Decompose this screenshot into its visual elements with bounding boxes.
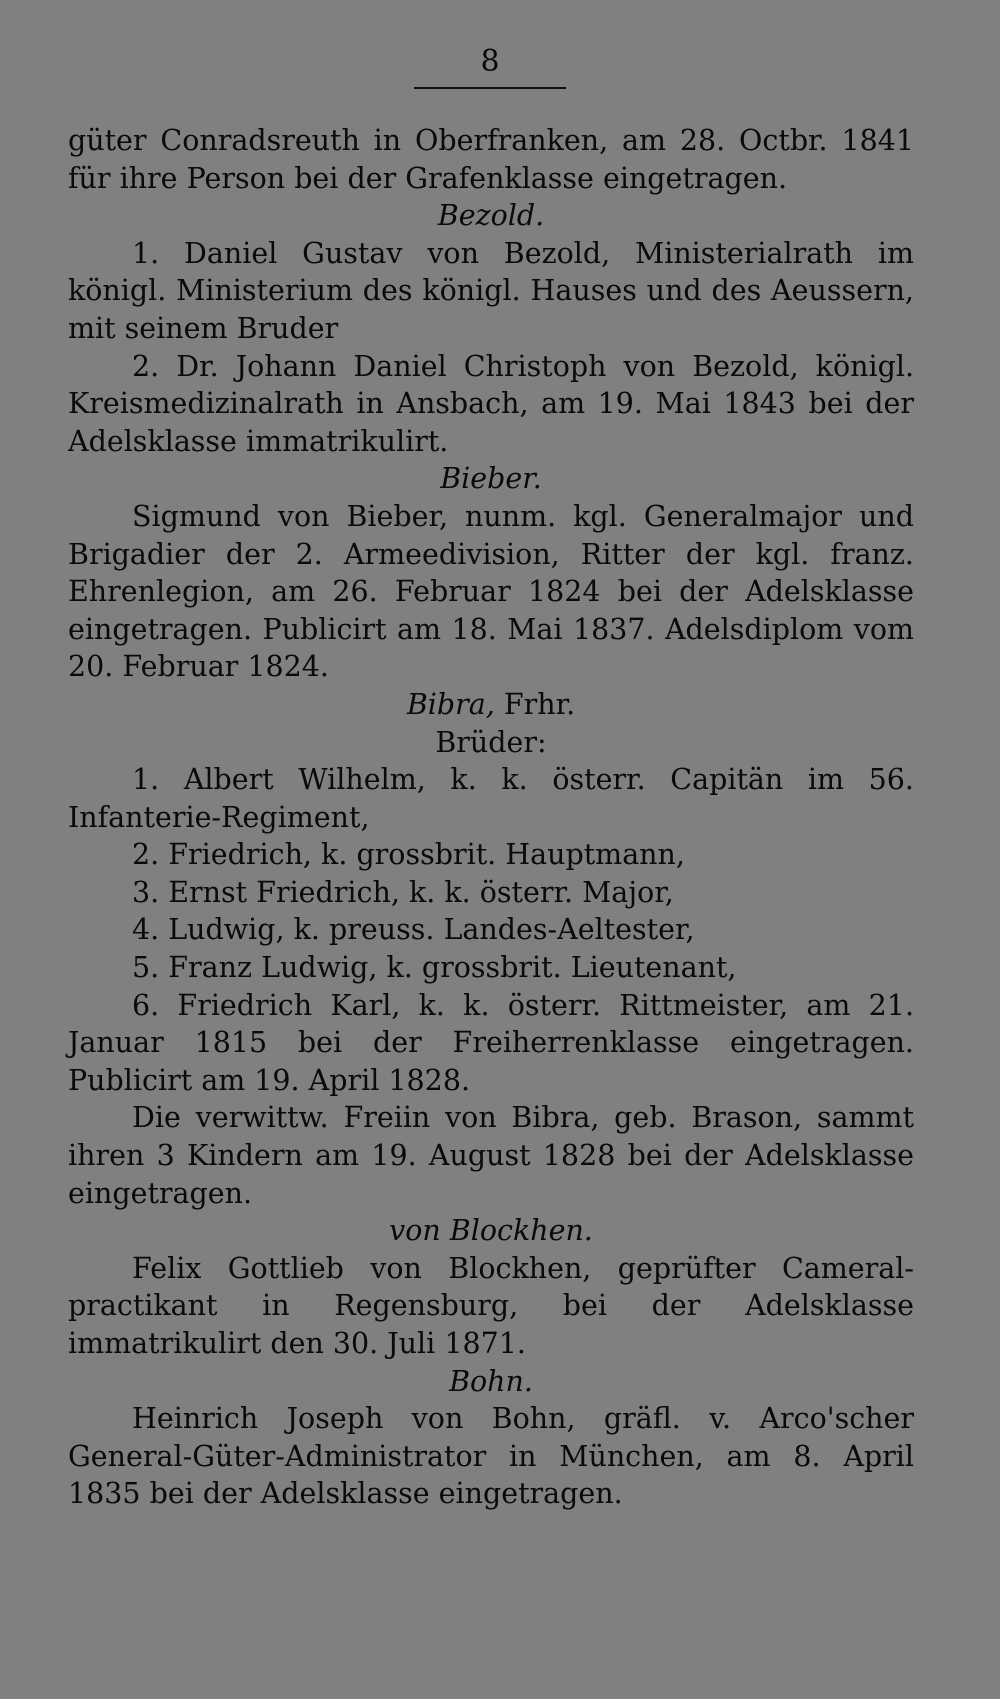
heading-bieber: Bieber. (440, 462, 542, 496)
bibra-item-1: 1. Albert Wilhelm, k. k. österr. Capitän im 56. Infanterie-Regiment, (68, 763, 914, 834)
intro-paragraph: güter Conradsreuth in Oberfranken, am 28. Octbr. 1841 für ihre Person bei der Grafenklasse eingetragen. (68, 124, 914, 195)
page-number: 8 (480, 44, 500, 79)
bibra-widow-entry: Die verwittw. Freiin von Bibra, geb. Brason, sammt ihren 3 Kindern am 19. August 1828 bei der Adelsklasse eingetragen. (68, 1101, 914, 1210)
heading-bibra-title: Frhr. (494, 687, 576, 721)
blockhen-entry: Felix Gottlieb von Blockhen, geprüfter Cameral-practikant in Regensburg, bei der Adelsklasse immatrikulirt den 30. Juli 1871. (68, 1251, 914, 1360)
heading-blockhen: von Blockhen. (389, 1214, 593, 1248)
bohn-entry: Heinrich Joseph von Bohn, gräfl. v. Arco'scher General-Güter-Administrator in München, am 8. April 1835 bei der Adelsklasse eingetragen. (68, 1402, 914, 1511)
page-text (68, 122, 914, 1513)
bibra-item-3: 3. Ernst Friedrich, k. k. österr. Major, (132, 875, 674, 909)
bezold-entry-1: 1. Daniel Gustav von Bezold, Ministerialrath im königl. Ministerium des königl. Hauses und des Aeussern, mit seinem Bruder (68, 236, 914, 345)
heading-bibra-name: Bibra, (406, 687, 495, 721)
bieber-entry: Sigmund von Bieber, nunm. kgl. Generalmajor und Brigadier der 2. Armeedivision, Ritter der kgl. franz. Ehrenlegion, am 26. Februar 1824 bei der Adelsklasse eingetragen. Publicirt am 18. Mai 1837. Adelsdiplom vom 20. Februar 1824. (68, 499, 914, 684)
bibra-item-4: 4. Ludwig, k. preuss. Landes-Aeltester, (132, 913, 695, 947)
bibra-item-6: 6. Friedrich Karl, k. k. österr. Rittmeister, am 21. Januar 1815 bei der Freiherrenklasse eingetragen. Publicirt am 19. April 1828. (68, 988, 914, 1097)
bibra-item-5: 5. Franz Ludwig, k. grossbrit. Lieutenant, (132, 951, 737, 985)
heading-bibra (68, 686, 914, 724)
heading-bezold: Bezold. (437, 199, 545, 233)
page-number-rule (414, 87, 566, 89)
bezold-entry-2: 2. Dr. Johann Daniel Christoph von Bezold, königl. Kreismedizinalrath in Ansbach, am 19. Mai 1843 bei der Adelsklasse immatrikulirt. (68, 349, 914, 458)
bibra-item-2: 2. Friedrich, k. grossbrit. Hauptmann, (132, 838, 685, 872)
bibra-subheading: Brüder: (435, 725, 547, 759)
heading-bohn: Bohn. (449, 1364, 533, 1398)
